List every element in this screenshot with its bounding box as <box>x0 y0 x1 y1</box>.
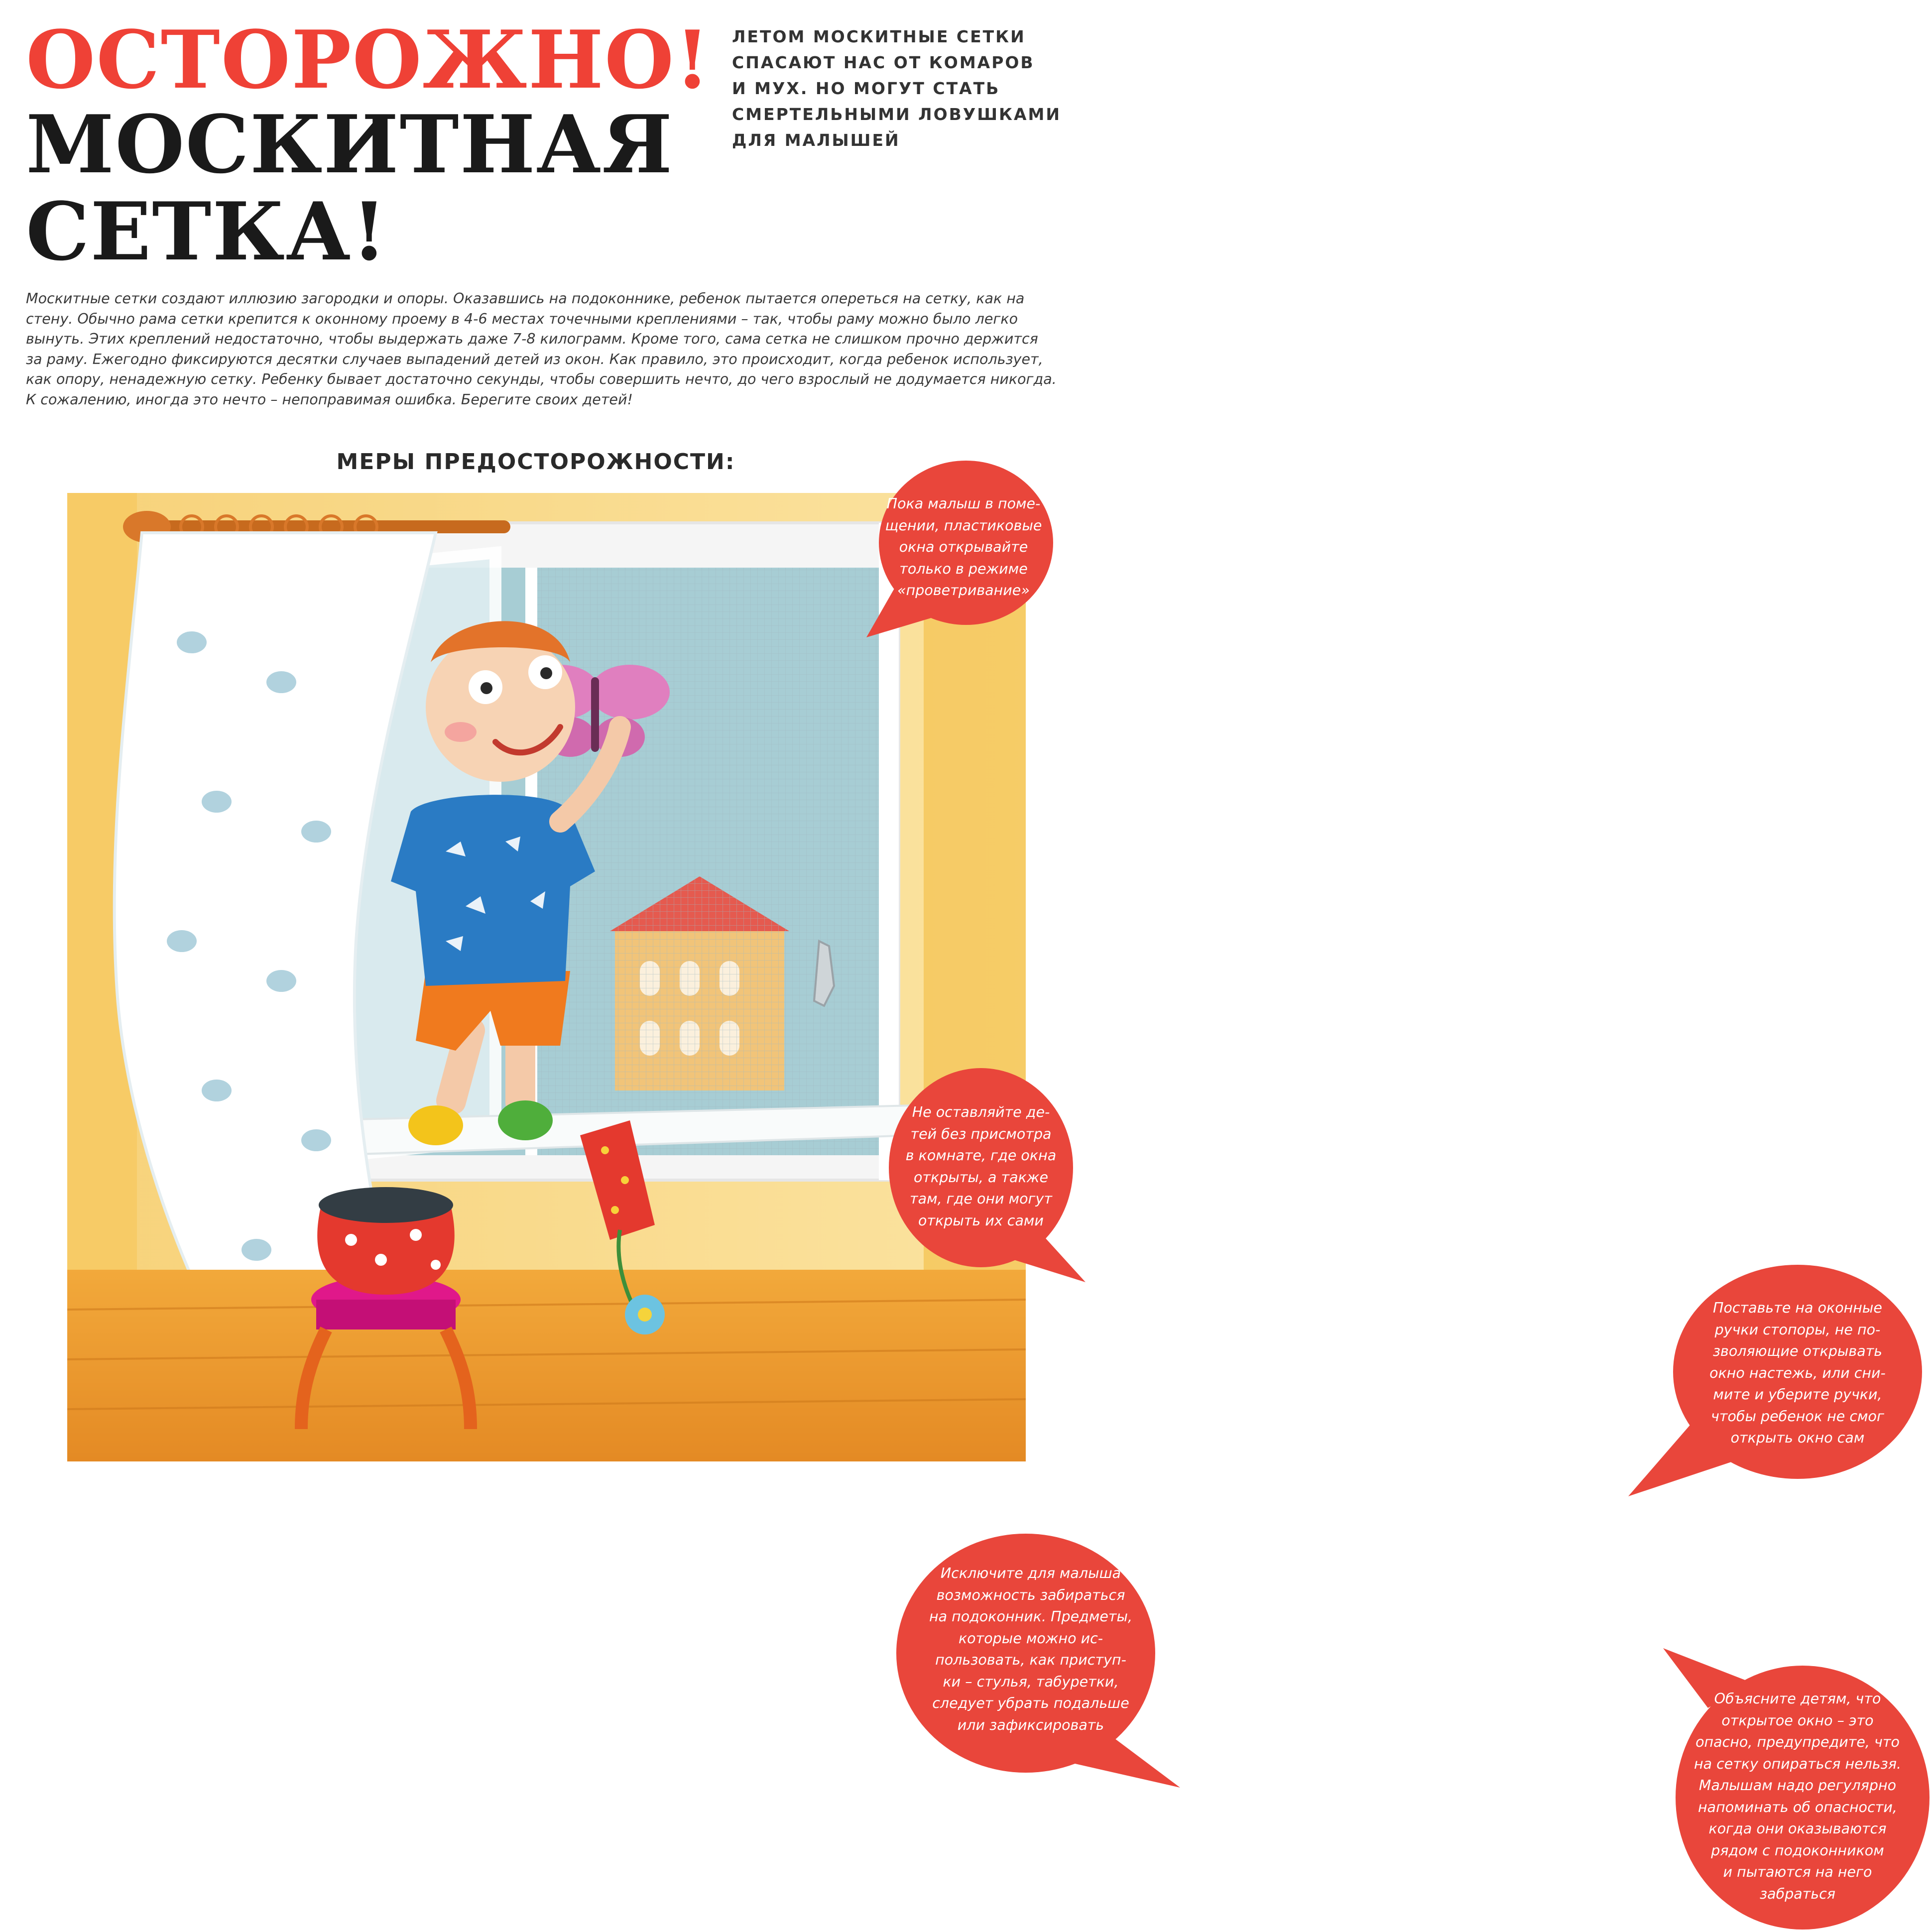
intro-line: вынуть. Этих креплений недостаточно, чтобы выдержать даже 7-8 килограмм. Кроме того, сама сетка не слишком прочно держится <box>26 331 1038 347</box>
tip-line: открытое окно – это <box>1721 1712 1874 1729</box>
tip-line: открыты, а также <box>913 1169 1049 1186</box>
intro-line: К сожалению, иногда это нечто – непоправимая ошибка. Берегите своих детей! <box>26 391 633 408</box>
tip-line: щении, пластиковые <box>885 517 1042 534</box>
tip-line: Исключите для малыша <box>940 1565 1121 1581</box>
tip-line: Пока малыш в поме- <box>886 495 1041 512</box>
tip-line: когда они оказываются <box>1708 1820 1887 1837</box>
tip-line: зволяющие открывать <box>1712 1343 1883 1359</box>
tip-line: Малышам надо регулярно <box>1698 1777 1897 1794</box>
tip-line: на сетку опираться нельзя. <box>1693 1755 1902 1772</box>
tip-line: там, где они могут <box>910 1191 1052 1207</box>
tip-supervision <box>891 1101 1071 1231</box>
tip-line: ки – стулья, табуретки, <box>943 1673 1119 1690</box>
tip-line: и пытаются на него <box>1723 1864 1872 1880</box>
tip-line: открыть окно сам <box>1730 1430 1865 1446</box>
tip-line: Не оставляйте де- <box>912 1104 1050 1120</box>
floor <box>67 1270 1026 1461</box>
intro-line: как опору, ненадежную сетку. Ребенку бывает достаточно секунды, чтобы совершить нечто, до чего взрослый не додумается никогда. <box>26 371 1057 387</box>
tip-line: тей без присмотра <box>910 1125 1052 1142</box>
tip-line: Объясните детям, что <box>1714 1690 1881 1707</box>
tip-line: мите и уберите ручки, <box>1713 1386 1882 1403</box>
subtitle-line: ЛЕТОМ МОСКИТНЫЕ СЕТКИ <box>732 27 1026 46</box>
tip-explain <box>1668 1688 1927 1905</box>
intro-line: Москитные сетки создают иллюзию загородки и опоры. Оказавшись на подоконнике, ребенок пытается опереться на сетку, как на <box>26 290 1025 307</box>
subtitle-line: ДЛЯ МАЛЫШЕЙ <box>732 130 900 150</box>
subtitle-line: СМЕРТЕЛЬНЫМИ ЛОВУШКАМИ <box>732 105 1061 124</box>
tip-line: на подоконник. Предметы, <box>929 1608 1133 1625</box>
tip-line: возможность забираться <box>936 1586 1125 1603</box>
tip-line: «проветривание» <box>897 582 1030 599</box>
tip-handles <box>1663 1297 1932 1449</box>
tip-line: напоминать об опасности, <box>1698 1799 1897 1815</box>
tip-line: чтобы ребенок не смог <box>1711 1408 1884 1425</box>
subtitle-line: И МУХ. НО МОГУТ СТАТЬ <box>732 79 1000 98</box>
tip-line: только в режиме <box>899 560 1028 577</box>
intro-line: стену. Обычно рама сетки крепится к оконному проему в 4-6 местах точечными креплениями – так, чтобы раму можно было легко <box>26 310 1018 327</box>
tip-line: окна открывайте <box>899 539 1028 555</box>
title-net: СЕТКА! <box>26 185 388 278</box>
tip-line: которые можно ис- <box>958 1630 1103 1647</box>
tip-line: окно настежь, или сни- <box>1709 1364 1886 1381</box>
intro-line: за раму. Ежегодно фиксируются десятки случаев выпадений детей из окон. Как правило, это происходит, когда ребенок использует, <box>26 351 1043 367</box>
tip-line: ручки стопоры, не по- <box>1714 1321 1881 1338</box>
tip-ventilation <box>876 493 1902 1902</box>
tip-line: или зафиксировать <box>957 1716 1104 1733</box>
tip-line: пользовать, как приступ- <box>935 1652 1126 1668</box>
subtitle <box>732 24 1061 153</box>
title-mosquito: МОСКИТНАЯ <box>26 98 674 191</box>
tip-line: в комнате, где окна <box>905 1147 1057 1164</box>
tip-line: рядом с подоконником <box>1711 1842 1884 1859</box>
intro-paragraph <box>26 289 1057 410</box>
section-heading: МЕРЫ ПРЕДОСТОРОЖНОСТИ: <box>336 449 735 475</box>
tip-line: Поставьте на оконные <box>1713 1300 1882 1316</box>
tip-line: забраться <box>1760 1885 1835 1902</box>
tip-line: открыть их сами <box>918 1212 1044 1229</box>
subtitle-line: СПАСАЮТ НАС ОТ КОМАРОВ <box>732 53 1035 72</box>
tip-windowsill <box>901 1563 1160 1736</box>
tip-line: следует убрать подальше <box>932 1695 1129 1711</box>
tip-line: опасно, предупредите, что <box>1695 1734 1900 1750</box>
title-warning: ОСТОРОЖНО! <box>26 13 711 107</box>
